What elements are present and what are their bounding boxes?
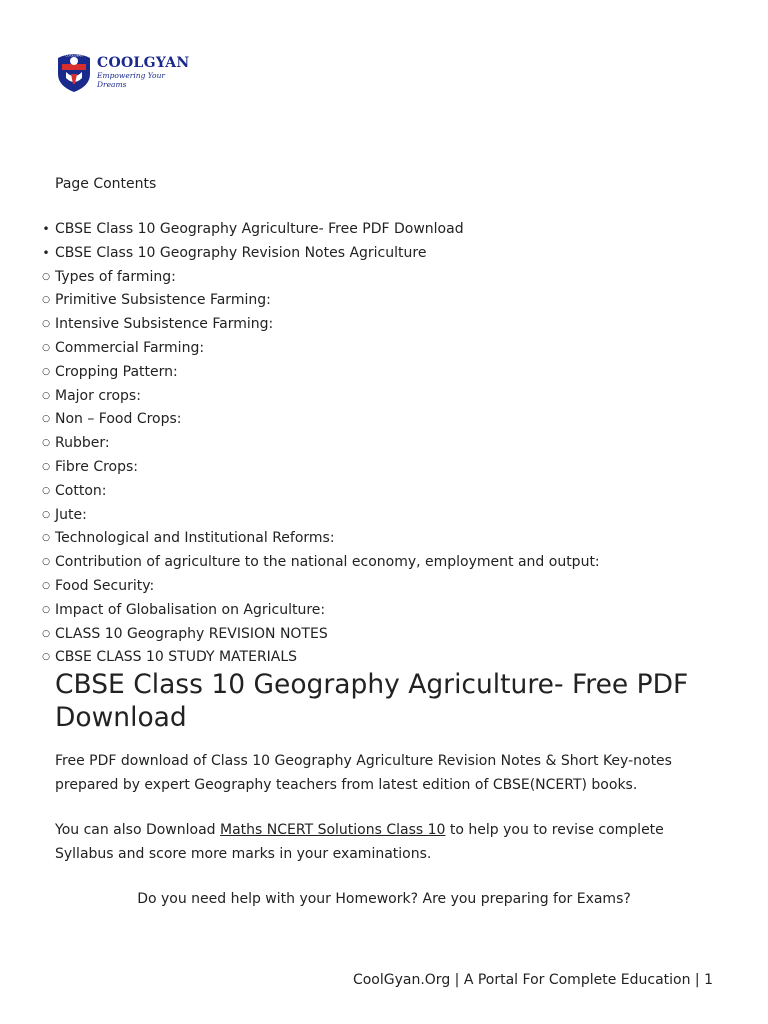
toc-item[interactable] [0,576,600,600]
hollow-bullet-icon: ○ [42,604,50,615]
hollow-bullet-icon: ○ [42,319,50,330]
hollow-bullet-icon: ○ [42,485,50,496]
hollow-bullet-icon: ○ [42,580,50,591]
toc-item-label: Non – Food Crops: [55,411,182,428]
hollow-bullet-icon: ○ [42,271,50,282]
toc-item-label: Fibre Crops: [55,458,139,475]
toc-title: Page Contents [55,176,157,192]
toc-item-label: Cropping Pattern: [55,363,178,380]
toc-item-label: Cotton: [55,482,107,499]
bullet-icon: • [42,245,50,260]
hollow-bullet-icon: ○ [42,628,50,639]
toc-item[interactable] [0,600,600,624]
brand-tagline: Empowering Your Dreams [97,71,165,89]
toc-item[interactable] [0,314,600,338]
hollow-bullet-icon: ○ [42,295,50,306]
toc-item-label: Jute: [55,506,87,523]
page-footer: CoolGyan.Org | A Portal For Complete Education | 1 [352,972,713,988]
homework-help-text: Do you need help with your Homework? Are you preparing for Exams? [137,891,631,907]
hollow-bullet-icon: ○ [42,533,50,544]
article-heading: CBSE Class 10 Geography Agriculture- Free PDF Download [55,669,689,733]
hollow-bullet-icon: ○ [42,390,50,401]
toc-item-label: Intensive Subsistence Farming: [55,316,274,333]
toc-item-label: Commercial Farming: [55,339,205,356]
toc-item[interactable] [0,219,600,243]
toc-item[interactable] [0,481,600,505]
brand-name: COOLGYAN [97,55,190,71]
toc-item-label: Primitive Subsistence Farming: [55,292,271,309]
toc-item[interactable] [0,624,600,648]
toc-item[interactable] [0,338,600,362]
toc-item[interactable] [0,433,600,457]
download-text-after: to help you to revise complete Syllabus and score more marks in your examinations. [55,822,664,862]
toc-item[interactable] [0,362,600,386]
shield-icon [54,50,94,94]
toc-item-label: Impact of Globalisation on Agriculture: [55,601,326,618]
bullet-icon: • [42,222,50,236]
download-text-before: You can also Download [55,822,220,838]
toc-item-label: Major crops: [55,387,141,404]
shield-label: COOLGYAN [65,53,83,58]
toc-item[interactable] [0,243,600,267]
hollow-bullet-icon: ○ [42,461,50,472]
toc-item[interactable] [0,267,600,291]
toc-item-label: Contribution of agriculture to the national economy, employment and output: [55,554,600,571]
intro-paragraph: Free PDF download of Class 10 Geography Agriculture Revision Notes & Short Key-notes prepared by expert Geography teachers from latest edition of CBSE(NCERT) books. [55,753,672,793]
hollow-bullet-icon: ○ [42,342,50,353]
table-of-contents [0,219,600,671]
toc-item[interactable] [0,409,600,433]
hollow-bullet-icon: ○ [42,557,50,568]
toc-item[interactable] [0,528,600,552]
toc-item[interactable] [0,457,600,481]
toc-item-label: Food Security: [55,577,155,594]
toc-item-label: CBSE CLASS 10 STUDY MATERIALS [55,649,298,666]
hollow-bullet-icon: ○ [42,366,50,377]
download-paragraph [55,818,715,866]
toc-item-label: Technological and Institutional Reforms: [55,530,335,547]
hollow-bullet-icon: ○ [42,414,50,425]
toc-item[interactable] [0,552,600,576]
hollow-bullet-icon: ○ [42,652,50,663]
hollow-bullet-icon: ○ [42,438,50,449]
coolgyan-logo[interactable] [54,50,194,94]
hollow-bullet-icon: ○ [42,509,50,520]
toc-item-label: Rubber: [55,435,110,452]
toc-item-label: CBSE Class 10 Geography Agriculture- Free PDF Download [55,221,464,237]
toc-item[interactable] [0,505,600,529]
toc-item-label: Types of farming: [55,268,176,285]
toc-item[interactable] [0,386,600,410]
toc-item-label: CLASS 10 Geography REVISION NOTES [55,625,328,642]
toc-item[interactable] [0,290,600,314]
toc-item-label: CBSE Class 10 Geography Revision Notes Agriculture [55,244,427,261]
maths-ncert-solutions-link[interactable]: Maths NCERT Solutions Class 10 [220,822,446,838]
